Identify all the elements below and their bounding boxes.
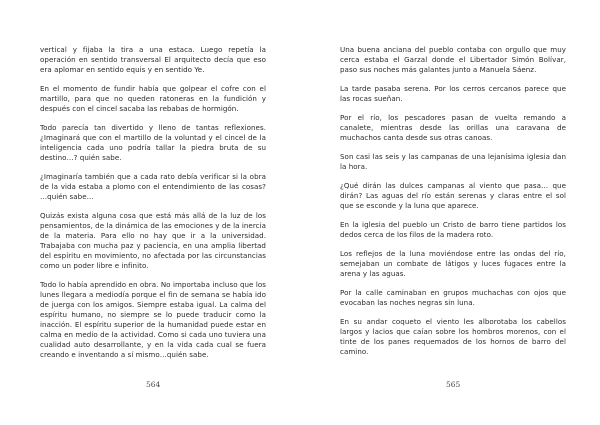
page-number-left: 564 <box>146 380 161 389</box>
paragraph: Una buena anciana del pueblo contaba con orgullo que muy cerca estaba el Garzal donde el Libertador Simón Bolívar, paso sus noches más galantes junto a Manuela Sáenz. <box>340 45 566 74</box>
page-number-right: 565 <box>446 380 461 389</box>
paragraph: En la iglesia del pueblo un Cristo de barro tiene partidos los dedos cerca de los filos de la madera roto. <box>340 220 566 239</box>
paragraph: Los reflejos de la luna moviéndose entre las ondas del río, semejaban un combate de látigos y luces fugaces entre la arena y las aguas. <box>340 249 566 278</box>
paragraph: ¿Imaginaría también que a cada rato debía verificar si la obra de la vida estaba a plomo con el entendimiento de las cosas? …quién sabe… <box>40 172 266 201</box>
paragraph: Por la calle caminaban en grupos muchachas con ojos que evocaban las noches negras sin luna. <box>340 288 566 307</box>
paragraph: Por el río, los pescadores pasan de vuelta remando a canalete, mientras desde las orillas una caravana de muchachos canta desde sus otras canoas. <box>340 113 566 142</box>
paragraph: Son casi las seis y las campanas de una lejanísima iglesia dan la hora. <box>340 152 566 171</box>
paragraph: La tarde pasaba serena. Por los cerros cercanos parece que las rocas sueñan. <box>340 84 566 103</box>
paragraph: vertical y fijaba la tira a una estaca. Luego repetía la operación en sentido transversal El arquitecto decía que eso era aplomar en sentido equis y en sentido Ye. <box>40 45 266 74</box>
paragraph: Todo parecía tan divertido y lleno de tantas reflexiones. ¿Imaginará que con el martillo de la voluntad y el cincel de la inteligencia cada uno podría tallar la piedra bruta de su destino…? quién sabe. <box>40 123 266 162</box>
right-page-text <box>340 45 566 366</box>
left-page-text <box>40 45 266 369</box>
paragraph: ¿Qué dirán las dulces campanas al viento que pasa… que dirán? Las aguas del río están serenas y claras entre el sol que se esconde y la luna que aparece. <box>340 181 566 210</box>
paragraph: Todo lo había aprendido en obra. No importaba incluso que los lunes llegara a mediodía porque el fin de semana se había ido de juerga con los amigos. Siempre estaba igual. La calma del espíritu humano, no siempre se lo puede traducir como la inacción. El espíritu superior de la humanidad puede estar en calma en medio de la actividad. Como si cada uno tuviera una cualidad auto desarrollante, y en la vida cada cual se fuera creando e inventando a sí mismo…quién sabe. <box>40 280 266 359</box>
paragraph: Quizás exista alguna cosa que está más allá de la luz de los pensamientos, de la dinámica de las emociones y de la inercia de la materia. Para ello no hay que ir a la universidad. Trabajaba con mucha paz y paciencia, en una amplia libertad del espíritu en movimiento, no afectada por las circunstancias como un poder libre e infinito. <box>40 211 266 270</box>
paragraph: En su andar coqueto el viento les alborotaba los cabellos largos y lacios que caían sobre los hombros morenos, con el tinte de los panes requemados de los hornos de barro del camino. <box>340 317 566 356</box>
paragraph: En el momento de fundir había que golpear el cofre con el martillo, para que no queden ratoneras en la fundición y después con el cincel sacaba las rebabas de hormigón. <box>40 84 266 113</box>
